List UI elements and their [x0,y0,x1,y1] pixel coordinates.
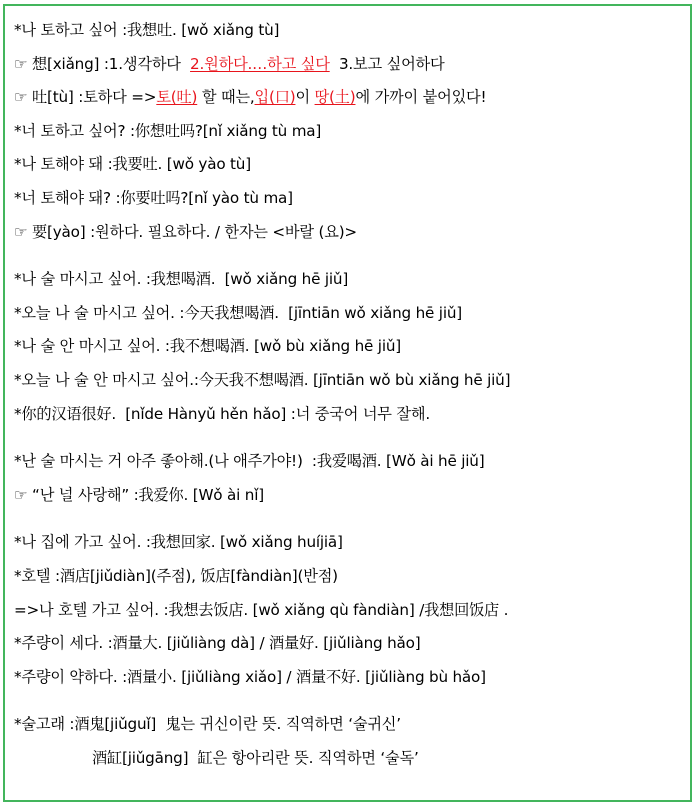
note-text: *오늘 나 술 안 마시고 싶어.:今天我不想喝酒. [jīntiān wǒ bù xiǎng hē jiǔ] [14,370,511,389]
note-text: 에 가까이 붙어있다! [355,88,487,107]
note-line [14,14,686,48]
highlighted-text: 토(吐) [156,88,198,107]
note-line [14,48,686,82]
highlighted-text: 입(口) [254,88,296,107]
highlighted-text: 땅(土) [314,88,356,107]
note-line [14,742,686,776]
note-text: *호텔 :酒店[jiǔdiàn](주점), 饭店[fàndiàn](반점) [14,566,338,585]
note-line [14,297,686,331]
note-text: *나 집에 가고 싶어. :我想回家. [wǒ xiǎng huíjiā] [14,533,343,552]
note-line [14,81,686,115]
note-text: *술고래 :酒鬼[jiǔguǐ] 鬼는 귀신이란 뜻. 직역하면 ‘술귀신’ [14,715,401,734]
note-text: *너 토해야 돼? :你要吐吗?[nǐ yào tù ma] [14,188,293,207]
note-text: ☞ 要[yào] :원하다. 필요하다. / 한자는 <바랄 (요)> [14,222,357,241]
note-text: *너 토하고 싶어? :你想吐吗?[nǐ xiǎng tù ma] [14,121,322,140]
note-line [14,445,686,479]
note-text: *오늘 나 술 마시고 싶어. :今天我想喝酒. [jīntiān wǒ xiǎng hē jiǔ] [14,303,462,322]
note-text: 3.보고 싶어하다 [329,54,445,73]
note-section [14,14,686,249]
note-line [14,364,686,398]
note-line [14,661,686,695]
note-line [14,263,686,297]
section-spacer [14,249,686,263]
note-line [14,708,686,742]
note-line [14,330,686,364]
section-spacer [14,431,686,445]
note-text: =>나 호텔 가고 싶어. :我想去饭店. [wǒ xiǎng qù fàndiàn] /我想回饭店 . [14,600,509,619]
note-text: *나 토하고 싶어 :我想吐. [wǒ xiǎng tù] [14,21,280,39]
note-text: *나 토해야 돼 :我要吐. [wǒ yào tù] [14,155,251,174]
highlighted-text: 2.원하다.…하고 싶다 [190,54,330,73]
note-line [14,182,686,216]
note-text: 酒缸[jiǔgāng] 缸은 항아리란 뜻. 직역하면 ‘술독’ [92,748,419,767]
note-text: 할 때는, [197,88,255,107]
note-line [14,526,686,560]
note-line [14,627,686,661]
note-line [14,216,686,250]
note-line [14,479,686,513]
note-text: 이 [295,88,315,107]
section-spacer [14,512,686,526]
vocabulary-notes [14,14,686,775]
note-text: *나 술 마시고 싶어. :我想喝酒. [wǒ xiǎng hē jiǔ] [14,270,349,289]
note-line [14,398,686,432]
note-line [14,148,686,182]
note-text: *주량이 세다. :酒量大. [jiǔliàng dà] / 酒量好. [jiǔliàng hǎo] [14,634,421,653]
note-text: *주량이 약하다. :酒量小. [jiǔliàng xiǎo] / 酒量不好. [jiǔliàng bù hǎo] [14,667,486,686]
note-text: ☞ “난 널 사랑해” :我爱你. [Wǒ ài nǐ] [14,485,264,504]
note-text: ☞ 想[xiǎng] :1.생각하다 [14,54,191,73]
section-spacer [14,694,686,708]
note-text: *你的汉语很好. [nǐde Hànyǔ hěn hǎo] :너 중국어 너무 잘해. [14,404,430,423]
note-section [14,263,686,431]
note-section [14,526,686,694]
note-line [14,115,686,149]
note-line [14,560,686,594]
note-section [14,445,686,512]
note-text: *나 술 안 마시고 싶어. :我不想喝酒. [wǒ bù xiǎng hē jiǔ] [14,337,401,356]
note-text: ☞ 吐[tù] :토하다 => [14,88,157,107]
note-section [14,708,686,775]
note-text: *난 술 마시는 거 아주 좋아해.(나 애주가야!) :我爱喝酒. [Wǒ ài hē jiǔ] [14,452,485,471]
note-line [14,594,686,628]
